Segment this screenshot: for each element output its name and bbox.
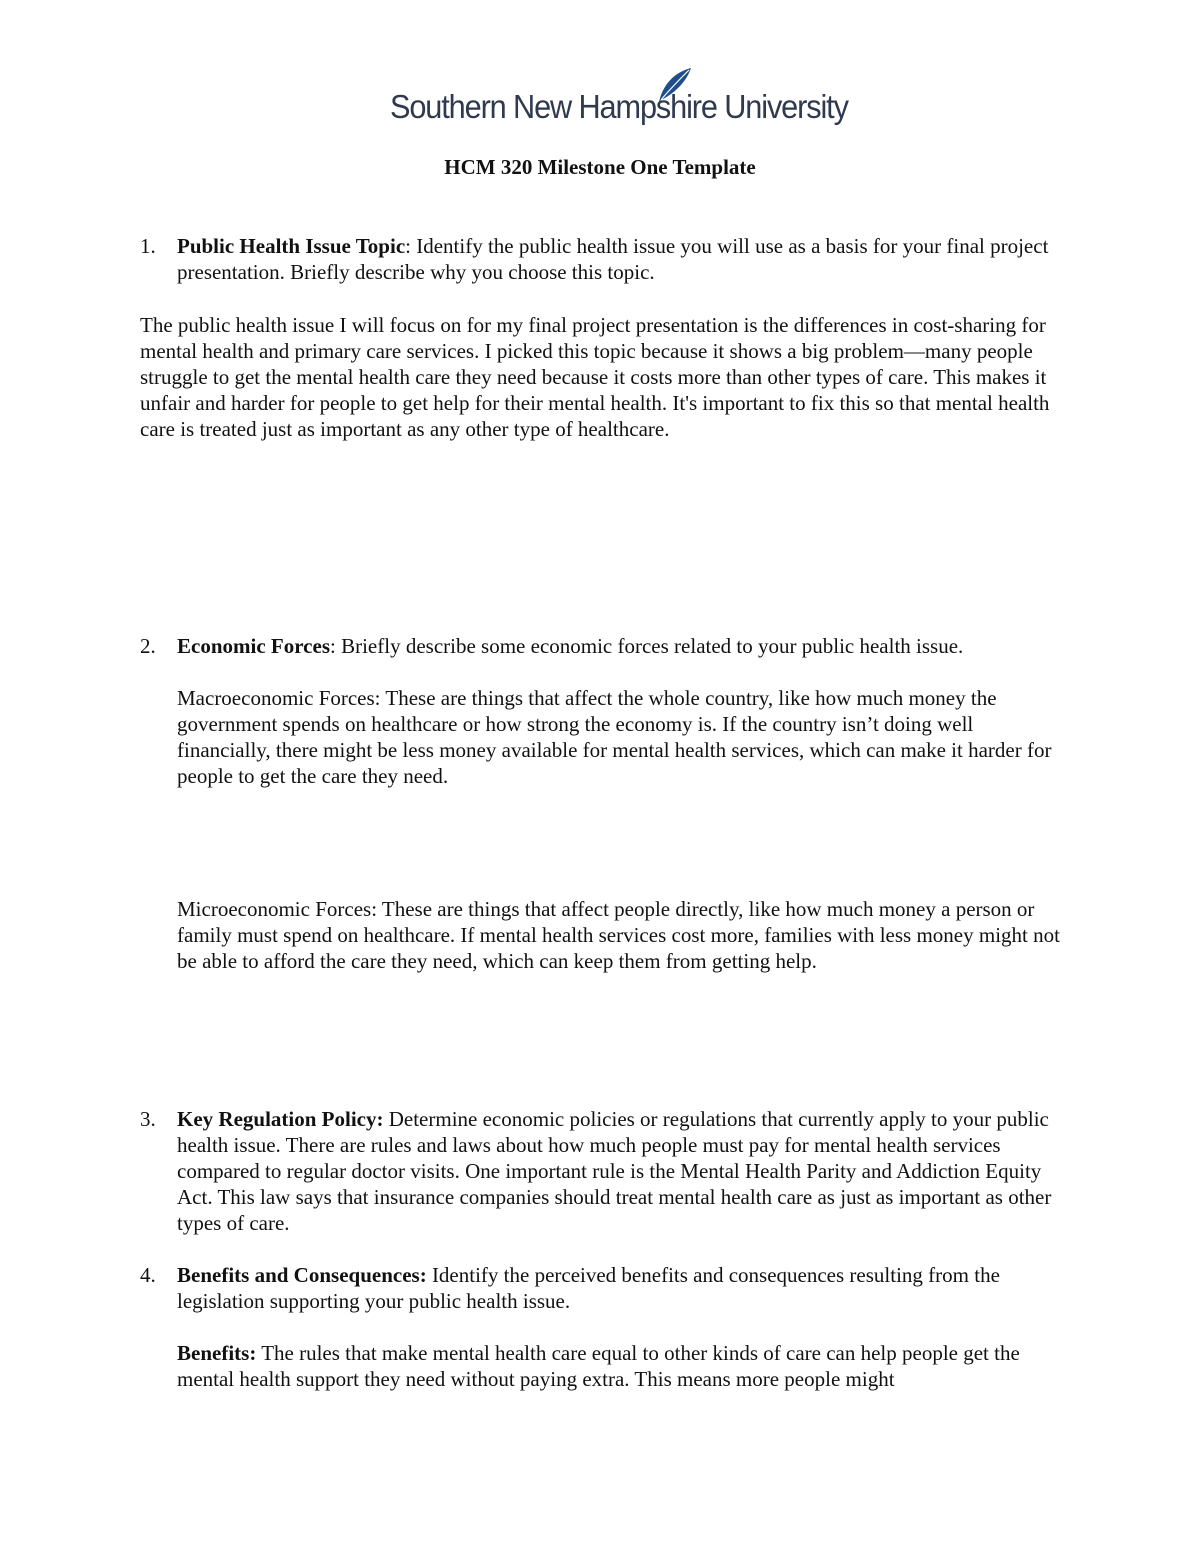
item-label: Economic Forces	[177, 634, 330, 658]
benefits-text: The rules that make mental health care equal to other kinds of care can help people get the mental health support they need without paying extra. This means more people might	[177, 1341, 1020, 1391]
item-prompt: Briefly describe some economic forces related to your public health issue.	[335, 634, 964, 658]
university-name: Southern New Hampshire University	[390, 88, 848, 125]
item-label-suffix: :	[405, 234, 411, 258]
topic-answer: The public health issue I will focus on for my final project presentation is the differences in cost-sharing for mental health and primary care services. I picked this topic because it shows a big problem—many people struggle to get the mental health care they need because it costs more than other types of care. This makes it unfair and harder for people to get help for their mental health. It's important to fix this so that mental health care is treated just as important as any other type of healthcare.	[140, 313, 1050, 441]
item-prompt: Identify the perceived benefits and consequences resulting from the legislation supporting your public health issue.	[177, 1263, 1000, 1313]
item-prompt: Determine economic policies or regulations that currently apply to your public health issue. There are rules and laws about how much people must pay for mental health services compared to regular doctor visits. One important rule is the Mental Health Parity and Addiction Equity Act. This law says that insurance companies should treat mental health care as just as important as other types of care.	[177, 1107, 1052, 1235]
university-logo	[390, 66, 848, 136]
item-number: 4.	[140, 1263, 156, 1287]
item-label: Key Regulation Policy:	[177, 1107, 384, 1131]
item-number: 1.	[140, 234, 156, 258]
benefits-answer	[177, 1340, 1067, 1392]
item-number: 3.	[140, 1107, 156, 1131]
item-label-suffix: :	[330, 634, 336, 658]
benefits-label: Benefits:	[177, 1341, 257, 1365]
list-item	[177, 1262, 1067, 1314]
item-number: 2.	[140, 634, 156, 658]
micro-answer: Microeconomic Forces: These are things that affect people directly, like how much money a person or family must spend on healthcare. If mental health services cost more, families with less money might not be able to afford the care they need, which can keep them from getting help.	[177, 897, 1060, 973]
list-item	[177, 1106, 1067, 1236]
list-item	[177, 633, 1067, 659]
macro-answer: Macroeconomic Forces: These are things that affect the whole country, like how much money the government spends on healthcare or how strong the economy is. If the country isn’t doing well financially, there might be less money available for mental health services, which can make it harder for people to get the care they need.	[177, 686, 1052, 788]
item-prompt: Identify the public health issue you will use as a basis for your final project presentation. Briefly describe why you choose this topic.	[177, 234, 1049, 284]
page-title: HCM 320 Milestone One Template	[444, 155, 756, 179]
item-label: Benefits and Consequences:	[177, 1263, 427, 1287]
item-label: Public Health Issue Topic	[177, 234, 406, 258]
list-item	[177, 233, 1067, 285]
